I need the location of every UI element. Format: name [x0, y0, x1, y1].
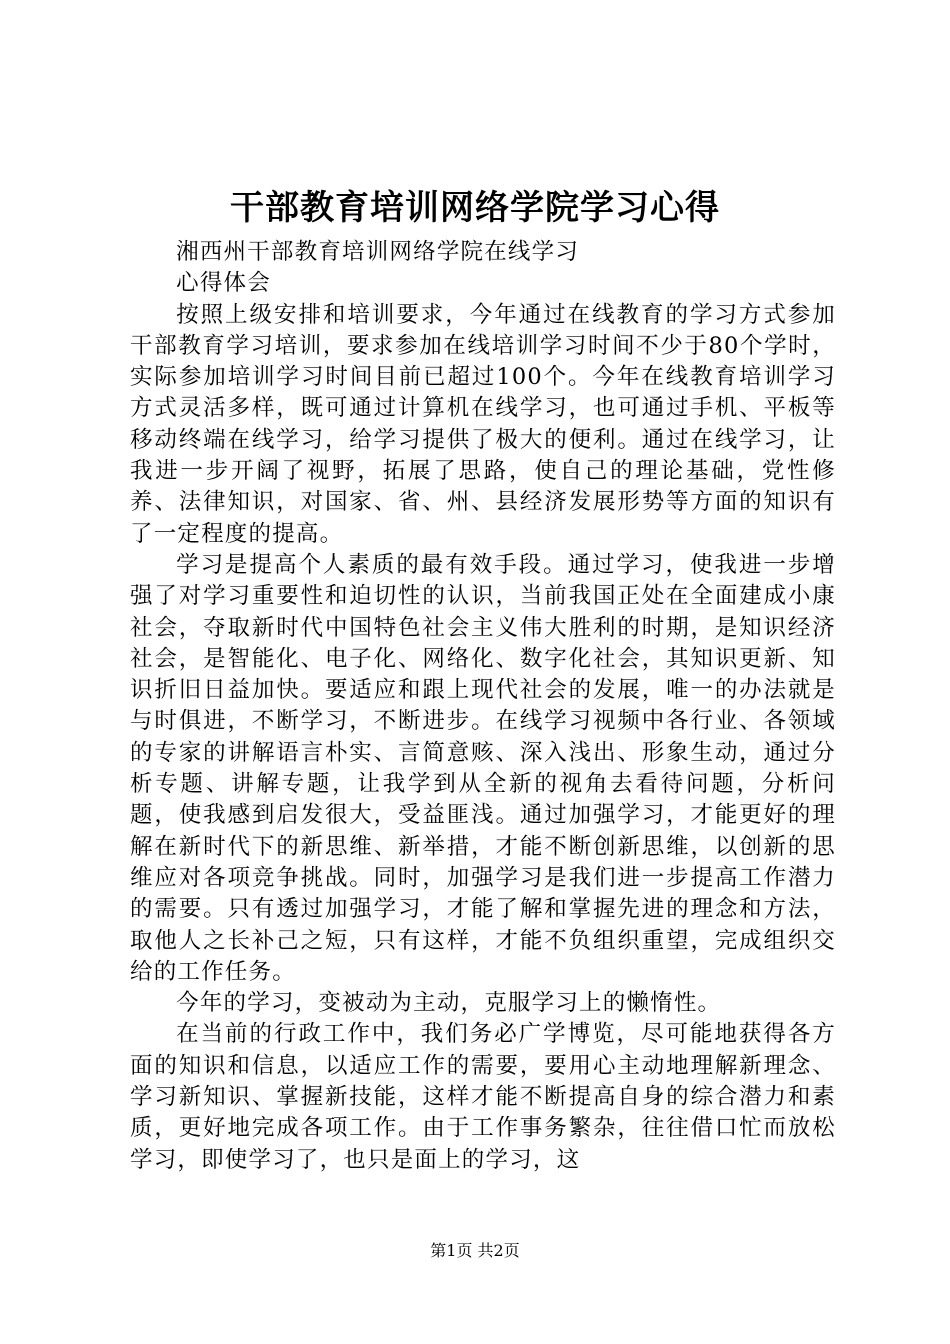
body-paragraph-2: 学习是提高个人素质的最有效手段。通过学习，使我进一步增强了对学习重要性和迫切性的认识，当前我国正处在全面建成小康社会，夺取新时代中国特色社会主义伟大胜利的时期，是知识经济社会，是智能化、电子化、网络化、数字化社会，其知识更新、知识折旧日益加快。要适应和跟上现代社会的发展，唯一的办法就是与时俱进，不断学习，不断进步。在线学习视频中各行业、各领域的专家的讲解语言朴实、言简意赅、深入浅出、形象生动，通过分析专题、讲解专题，让我学到从全新的视角去看待问题，分析问题，使我感到启发很大，受益匪浅。通过加强学习，才能更好的理解在新时代下的新思维、新举措，才能不断创新思维，以创新的思维应对各项竞争挑战。同时，加强学习是我们进一步提高工作潜力的需要。只有透过加强学习，才能了解和掌握先进的理念和方法，取他人之长补己之短，只有这样，才能不负组织重望，完成组织交给的工作任务。: [130, 551, 836, 985]
subtitle-line-1: 湘西州干部教育培训网络学院在线学习: [176, 239, 580, 265]
body-paragraph-4: 在当前的行政工作中，我们务必广学博览，尽可能地获得各方面的知识和信息，以适应工作的需要，要用心主动地理解新理念、学习新知识、掌握新技能，这样才能不断提高自身的综合潜力和素质，更好地完成各项工作。由于工作事务繁杂，往往借口忙而放松学习，即使学习了，也只是面上的学习，这: [130, 1021, 836, 1173]
page-number-footer: 第1页 共2页: [430, 1241, 520, 1260]
body-paragraph-3: 今年的学习，变被动为主动，克服学习上的懒惰性。: [176, 990, 722, 1017]
body-paragraph-1: 按照上级安排和培训要求，今年通过在线教育的学习方式参加干部教育学习培训，要求参加在线培训学习时间不少于80个学时，实际参加培训学习时间目前已超过100个。今年在线教育培训学习方式灵活多样，既可通过计算机在线学习，也可通过手机、平板等移动终端在线学习，给学习提供了极大的便利。通过在线学习，让我进一步开阔了视野，拓展了思路，使自己的理论基础，党性修养、法律知识，对国家、省、州、县经济发展形势等方面的知识有了一定程度的提高。: [130, 301, 836, 547]
document-body: [130, 237, 836, 1176]
subtitle-line-2: 心得体会: [176, 270, 271, 297]
document-title: 干部教育培训网络学院学习心得: [230, 188, 720, 228]
